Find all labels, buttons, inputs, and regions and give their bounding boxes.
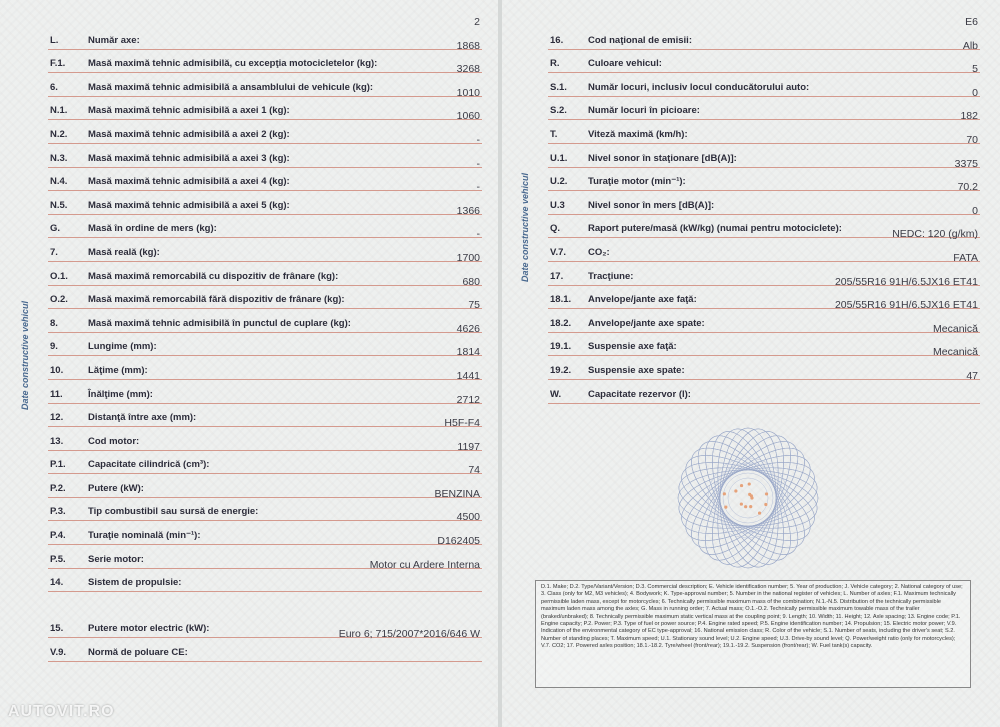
field-code: T. [550,128,558,140]
field-label: Suspensie axe spate: [588,364,685,376]
field-code: R. [550,58,560,70]
field-code: 19.2. [550,364,572,376]
field-value: - [476,157,480,170]
field-code: 17. [550,270,564,282]
field-value: 1366 [456,204,480,217]
field-value: 70 [966,133,978,146]
field-code: N.4. [50,176,68,188]
field-label: Lăţime (mm): [88,364,148,376]
field-value: 2712 [456,393,480,406]
field-value: 1060 [456,110,480,123]
field-value: H5F-F4 [444,417,480,430]
field-value: Alb [962,39,978,52]
field-label: Masă în ordine de mers (kg): [88,223,217,235]
field-code: N.5. [50,199,68,211]
field-code: 15. [50,623,64,635]
field-label: Capacitate cilindrică (cm³): [88,459,210,471]
field-label: Masă maximă tehnic admisibilă, cu excepţia motocicletelor (kg): [88,58,378,70]
field-label: Masă maximă tehnic admisibilă a axei 5 (kg): [88,199,290,211]
field-label: Masă maximă tehnic admisibilă a axei 2 (kg): [88,128,290,140]
field-value: E6 [965,16,978,28]
field-code: P.5. [50,553,66,565]
field-code: V.9. [50,646,67,658]
field-label: Număr locuri în picioare: [588,105,700,117]
field-code: N.3. [50,152,68,164]
field-code: U.3 [550,199,565,211]
field-value: 1010 [456,86,480,99]
field-label: Anvelope/jante axe spate: [588,317,705,329]
field-code: N.1. [50,105,68,117]
field-label: Raport putere/masă (kW/kg) (numai pentru motociclete): [588,223,842,235]
side-label-right: Date constructive vehicul [520,172,530,282]
field-code: W. [550,388,562,400]
field-label: Nivel sonor în staţionare [dB(A)]: [588,152,737,164]
side-label-left: Date constructive vehicul [20,300,30,410]
field-value: NEDC: 120 (g/km) [892,228,978,241]
field-code: 12. [50,412,64,424]
field-code: 7. [50,246,58,258]
right-field-list [548,16,980,404]
field-value: FATA [953,251,978,264]
field-value: D162405 [437,535,480,548]
field-value: 47 [966,369,978,382]
field-code: V.7. [550,246,567,258]
field-value: 182 [960,110,978,123]
field-label: Masă maximă tehnic admisibilă a axei 4 (kg): [88,176,290,188]
field-value: Euro 6; 715/2007*2016/646 W [338,628,480,641]
field-value: 1814 [456,346,480,359]
field-code: S.1. [550,81,567,93]
field-code: F.1. [50,58,66,70]
field-label: Masă maximă remorcabilă fără dispozitiv de frânare (kg): [88,294,345,306]
left-field-list [48,16,482,662]
field-label: Lungime (mm): [88,341,157,353]
field-label: Turaţie nominală (min⁻¹): [88,530,201,542]
left-field-row [48,16,482,50]
field-value: 74 [468,464,480,477]
field-label: Distanţă între axe (mm): [88,412,197,424]
field-code: 18.1. [550,294,572,306]
field-value: 1197 [457,440,480,453]
field-label: Anvelope/jante axe faţă: [588,294,697,306]
field-label: Cod motor: [88,435,140,447]
field-label: Masă reală (kg): [88,246,160,258]
field-code: U.2. [550,176,568,188]
field-code: 8. [50,317,58,329]
field-label: Culoare vehicul: [588,58,662,70]
field-label: Cod naţional de emisii: [588,34,692,46]
field-value: 3375 [954,157,978,170]
field-code: 16. [550,34,564,46]
field-code: Q. [550,223,561,235]
field-code: U.1. [550,152,568,164]
field-label: Normă de poluare CE: [88,646,188,658]
right-field-row [548,16,980,50]
field-code: 11. [50,388,63,400]
field-label: Nivel sonor în mers [dB(A)]: [588,199,715,211]
field-value: 0 [972,86,978,99]
field-code: 13. [50,435,64,447]
field-value: Mecanică [933,346,978,359]
field-code: 18.2. [550,317,572,329]
field-label: Număr axe: [88,34,140,46]
field-label: Putere (kW): [88,482,144,494]
field-code: O.2. [50,294,68,306]
field-code: P.2. [50,482,66,494]
field-label: CO₂: [588,246,610,258]
field-code: P.3. [50,506,66,518]
field-value: - [476,133,480,146]
field-label: Înălţime (mm): [88,388,153,400]
guilloche-rosette [668,418,828,578]
field-code: P.1. [50,459,66,471]
field-value: 3268 [456,63,480,76]
field-label: Masă maximă tehnic admisibilă a axei 1 (kg): [88,105,290,117]
field-code: 6. [50,81,58,93]
field-code: 14. [50,577,64,589]
field-label: Capacitate rezervor (l): [588,388,691,400]
field-label: Suspensie axe faţă: [588,341,677,353]
field-label: Serie motor: [88,553,144,565]
field-label: Masă maximă tehnic admisibilă a axei 3 (kg): [88,152,290,164]
field-value: 4500 [456,511,480,524]
field-value: 5 [972,63,978,76]
field-label: Viteză maximă (km/h): [588,128,688,140]
field-value: 0 [972,204,978,217]
field-value: 4626 [456,322,480,335]
field-value: 75 [468,299,480,312]
field-label: Turaţie motor (min⁻¹): [588,176,686,188]
field-code: N.2. [50,128,68,140]
field-code: O.1. [50,270,68,282]
field-value: 1700 [456,251,480,264]
field-code: 19.1. [550,341,572,353]
field-label: Sistem de propulsie: [88,577,182,589]
field-legend: D.1. Make; D.2. Type/Variant/Version; D.3. Commercial description; E. Vehicle identification number; 5. Year of production; J. Vehicle category; 2. National category of use; 3. Class (only for M2, M3 vehicles); 4. Bodywork; K. Type-approval number; 5. Number in the national register of vehicles; L. Number of axles; F.1. Maximum technically permissible laden mass, except for motorcycles; 6. Technically permissible maximum mass of the combination; N.1.-N.5. Distribution of the technically permissible maximum laden mass among the axles; G. Mass in running order; 7. Actual mass; O.1.-O.2. Technically permissible maximum towable mass of the trailer (braked/unbraked); 8. Technically permissible maximum static vertical mass at the coupling point; 9. Length; 10. Width; 11. Height; 12. Axle spacing; 13. Engine code; P.1. Engine capacity; P.2. Power; P.3. Type of fuel or power source; P.4. Engine rated speed; P.5. Engine identification number; 14. Propulsion; 15. Electric motor power; V.9. Indication of the environmental category of EC type-approval; 16. National emission class; R. Color of the vehicle; S.1. Number of seats, including the driver's seat; S.2. Number of standing places; T. Maximum speed; U.1. Stationary sound level; U.2. Engine speed; U.3. Drive-by sound level; Q. Power/weight ratio (only for motorcycles); V.7. CO2; 17. Powered axles position; 18.1.-18.2. Tyre/wheel (front/rear); 19.1.-19.2. Suspension (front/rear); W. Fuel tank(s) capacity. [535,580,971,688]
field-label: Masă maximă tehnic admisibilă a ansamblului de vehicule (kg): [88,81,374,93]
field-code: L. [50,34,59,46]
field-label: Tip combustibil sau sursă de energie: [88,506,259,518]
field-value: 1868 [456,39,480,52]
field-value: BENZINA [434,487,480,500]
field-value: Mecanică [933,322,978,335]
field-value: 205/55R16 91H/6.5JX16 ET41 [834,299,978,312]
field-value: 1441 [456,369,480,382]
field-value: Motor cu Ardere Interna [369,558,480,571]
field-code: G. [50,223,61,235]
field-value: - [476,181,480,194]
field-value: 70.2 [957,181,978,194]
field-value: - [476,228,480,241]
field-label: Tracţiune: [588,270,634,282]
field-code: 9. [50,341,58,353]
field-label: Putere motor electric (kW): [88,623,210,635]
field-value: 205/55R16 91H/6.5JX16 ET41 [834,275,978,288]
watermark-logo: AUTOVIT.RO [8,703,115,720]
field-label: Număr locuri, inclusiv locul conducătorului auto: [588,81,810,93]
field-code: S.2. [550,105,567,117]
field-label: Masă maximă remorcabilă cu dispozitiv de frânare (kg): [88,270,339,282]
field-label: Masă maximă tehnic admisibilă în punctul de cuplare (kg): [88,317,351,329]
field-code: P.4. [50,530,66,542]
field-value: 680 [462,275,480,288]
field-value: 2 [474,16,480,28]
field-code: 10. [50,364,64,376]
